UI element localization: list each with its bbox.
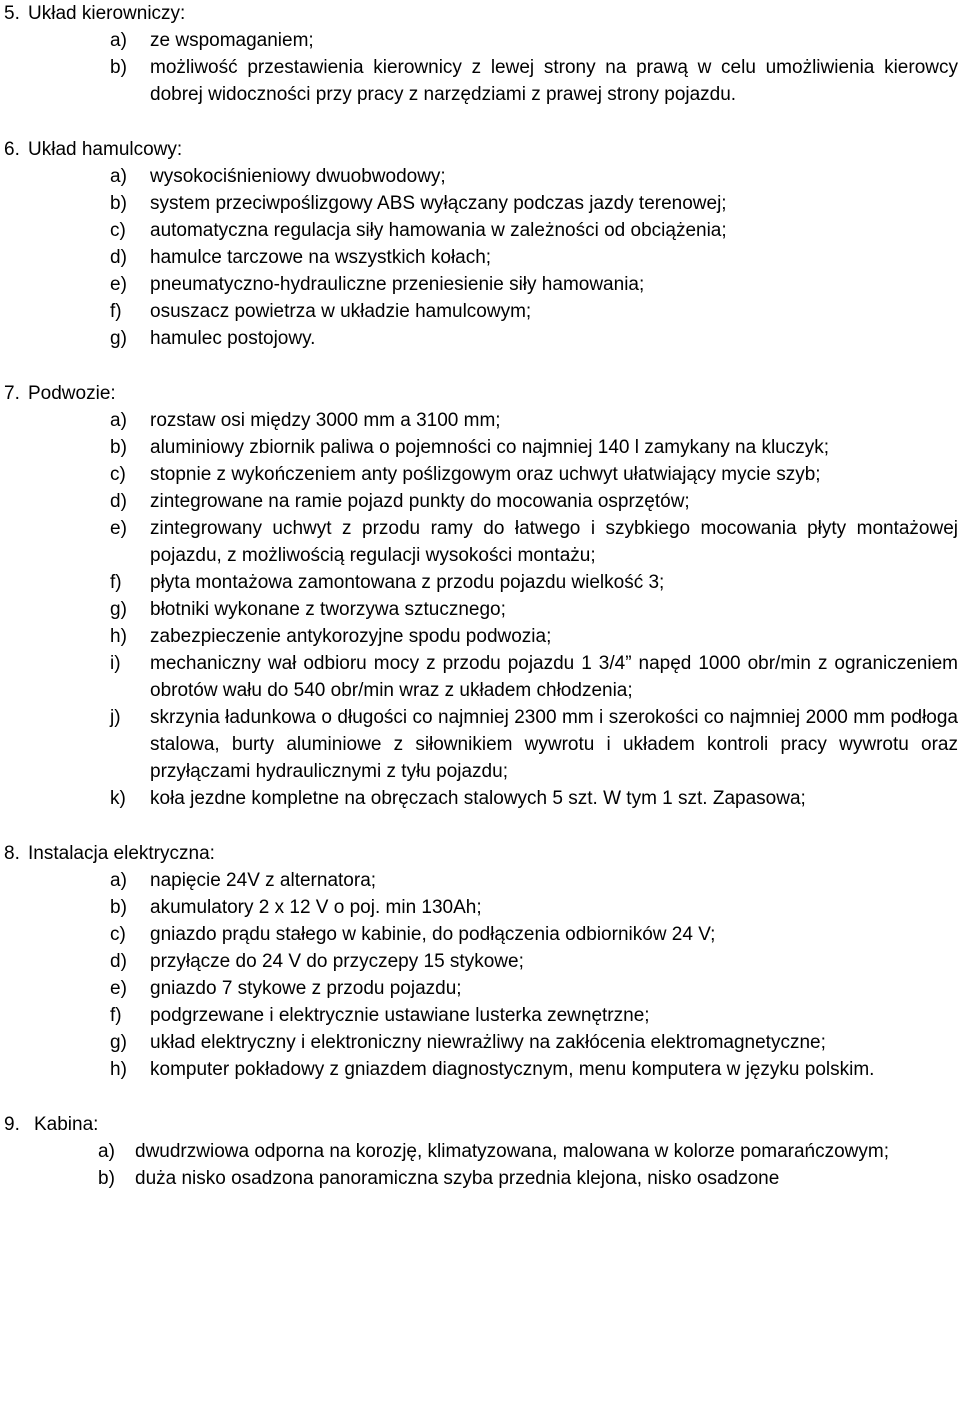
list-item — [0, 975, 960, 1002]
section-7 — [0, 380, 960, 812]
section-title: Instalacja elektryczna: — [28, 843, 215, 864]
item-text: przyłącze do 24 V do przyczepy 15 stykowe; — [150, 951, 524, 972]
list-item — [0, 325, 960, 352]
item-label: h) — [110, 626, 127, 647]
item-label: g) — [110, 599, 127, 620]
item-text: płyta montażowa zamontowana z przodu pojazdu wielkość 3; — [150, 572, 665, 593]
section-number: 9. — [4, 1114, 20, 1135]
list-item — [0, 948, 960, 975]
list-item — [0, 921, 960, 948]
item-text: zintegrowane na ramie pojazd punkty do mocowania osprzętów; — [150, 491, 690, 512]
item-label: b) — [110, 193, 127, 214]
item-text: automatyczna regulacja siły hamowania w zależności od obciążenia; — [150, 220, 727, 241]
item-text: duża nisko osadzona panoramiczna szyba przednia klejona, nisko osadzone — [135, 1168, 780, 1189]
list-item — [0, 704, 960, 785]
item-label: i) — [110, 653, 121, 674]
item-text: układ elektryczny i elektroniczny niewrażliwy na zakłócenia elektromagnetyczne; — [150, 1032, 826, 1053]
item-text: dwudrzwiowa odporna na korozję, klimatyzowana, malowana w kolorze pomarańczowym; — [135, 1141, 890, 1162]
section-number: 8. — [4, 843, 20, 864]
item-label: h) — [110, 1059, 127, 1080]
list-item — [0, 894, 960, 921]
section-title: Podwozie: — [28, 383, 116, 404]
list-item — [0, 434, 960, 461]
item-label: a) — [110, 166, 127, 187]
item-label: b) — [98, 1168, 115, 1189]
item-text: pneumatyczno-hydrauliczne przeniesienie siły hamowania; — [150, 274, 645, 295]
list-item — [0, 623, 960, 650]
list-item — [0, 569, 960, 596]
item-label: f) — [110, 301, 122, 322]
section-title: Kabina: — [34, 1114, 99, 1135]
section-heading — [0, 0, 960, 27]
list-item — [0, 867, 960, 894]
item-text: napięcie 24V z alternatora; — [150, 870, 377, 891]
item-text: zintegrowany uchwyt z przodu ramy do łatwego i szybkiego mocowania płyty montażowej pojazdu, z możliwością regulacji wysokości montażu; — [150, 518, 958, 566]
item-label: b) — [110, 897, 127, 918]
section-9 — [0, 1111, 960, 1192]
item-label: g) — [110, 1032, 127, 1053]
list-item — [0, 515, 960, 569]
list-item — [0, 596, 960, 623]
item-label: c) — [110, 924, 126, 945]
list-item — [0, 1056, 960, 1083]
list-item — [0, 407, 960, 434]
list-item — [0, 1165, 960, 1192]
item-text: komputer pokładowy z gniazdem diagnostycznym, menu komputera w języku polskim. — [150, 1059, 875, 1080]
item-text: system przeciwpoślizgowy ABS wyłączany podczas jazdy terenowej; — [150, 193, 727, 214]
item-text: rozstaw osi między 3000 mm a 3100 mm; — [150, 410, 501, 431]
item-label: f) — [110, 572, 122, 593]
section-title: Układ hamulcowy: — [28, 139, 183, 160]
item-text: ze wspomaganiem; — [150, 30, 314, 51]
list-item — [0, 488, 960, 515]
item-text: aluminiowy zbiornik paliwa o pojemności co najmniej 140 l zamykany na kluczyk; — [150, 437, 830, 458]
list-item — [0, 163, 960, 190]
item-text: osuszacz powietrza w układzie hamulcowym; — [150, 301, 532, 322]
list-item — [0, 298, 960, 325]
item-text: skrzynia ładunkowa o długości co najmniej 2300 mm i szerokości co najmniej 2000 mm podłoga stalowa, burty aluminiowe z siłownikiem wywrotu i układem kontroli pracy wywrotu oraz przyłączami hydraulicznymi z tyłu pojazdu; — [150, 707, 958, 782]
item-list — [0, 1138, 960, 1192]
item-label: f) — [110, 1005, 122, 1026]
list-item — [0, 785, 960, 812]
item-label: d) — [110, 951, 127, 972]
list-item — [0, 461, 960, 488]
item-label: a) — [110, 410, 127, 431]
item-text: gniazdo prądu stałego w kabinie, do podłączenia odbiorników 24 V; — [150, 924, 716, 945]
section-8 — [0, 840, 960, 1083]
item-label: a) — [110, 870, 127, 891]
item-list — [0, 407, 960, 812]
item-label: j) — [110, 707, 121, 728]
list-item — [0, 217, 960, 244]
list-item — [0, 190, 960, 217]
list-item — [0, 271, 960, 298]
list-item — [0, 1029, 960, 1056]
list-item — [0, 1002, 960, 1029]
list-item — [0, 27, 960, 54]
item-text: mechaniczny wał odbioru mocy z przodu pojazdu 1 3/4” napęd 1000 obr/min z ograniczeniem obrotów wału do 540 obr/min wraz z układem chłodzenia; — [150, 653, 958, 701]
section-number: 5. — [4, 3, 20, 24]
item-text: akumulatory 2 x 12 V o poj. min 130Ah; — [150, 897, 482, 918]
item-label: d) — [110, 247, 127, 268]
section-heading — [0, 380, 960, 407]
item-label: e) — [110, 978, 127, 999]
item-list — [0, 867, 960, 1083]
item-label: b) — [110, 57, 127, 78]
item-list — [0, 163, 960, 352]
section-number: 6. — [4, 139, 20, 160]
item-label: g) — [110, 328, 127, 349]
item-label: e) — [110, 274, 127, 295]
item-text: podgrzewane i elektrycznie ustawiane lusterka zewnętrzne; — [150, 1005, 650, 1026]
section-5 — [0, 0, 960, 108]
list-item — [0, 244, 960, 271]
item-text: możliwość przestawienia kierownicy z lewej strony na prawą w celu umożliwienia kierowcy dobrej widoczności przy pracy z narzędziami z prawej strony pojazdu. — [150, 57, 958, 105]
section-6 — [0, 136, 960, 352]
item-list — [0, 27, 960, 108]
item-label: c) — [110, 220, 126, 241]
item-text: hamulce tarczowe na wszystkich kołach; — [150, 247, 492, 268]
section-number: 7. — [4, 383, 20, 404]
section-heading — [0, 1111, 960, 1138]
item-label: k) — [110, 788, 126, 809]
item-text: wysokociśnieniowy dwuobwodowy; — [150, 166, 446, 187]
item-text: stopnie z wykończeniem anty poślizgowym oraz uchwyt ułatwiający mycie szyb; — [150, 464, 821, 485]
item-label: b) — [110, 437, 127, 458]
section-title: Układ kierowniczy: — [28, 3, 186, 24]
item-label: a) — [98, 1141, 115, 1162]
item-text: koła jezdne kompletne na obręczach stalowych 5 szt. W tym 1 szt. Zapasowa; — [150, 788, 806, 809]
list-item — [0, 650, 960, 704]
section-heading — [0, 840, 960, 867]
item-text: hamulec postojowy. — [150, 328, 316, 349]
item-label: c) — [110, 464, 126, 485]
item-text: gniazdo 7 stykowe z przodu pojazdu; — [150, 978, 462, 999]
section-heading — [0, 136, 960, 163]
item-label: e) — [110, 518, 127, 539]
item-label: a) — [110, 30, 127, 51]
item-text: zabezpieczenie antykorozyjne spodu podwozia; — [150, 626, 552, 647]
list-item — [0, 54, 960, 108]
item-label: d) — [110, 491, 127, 512]
list-item — [0, 1138, 960, 1165]
item-text: błotniki wykonane z tworzywa sztucznego; — [150, 599, 506, 620]
